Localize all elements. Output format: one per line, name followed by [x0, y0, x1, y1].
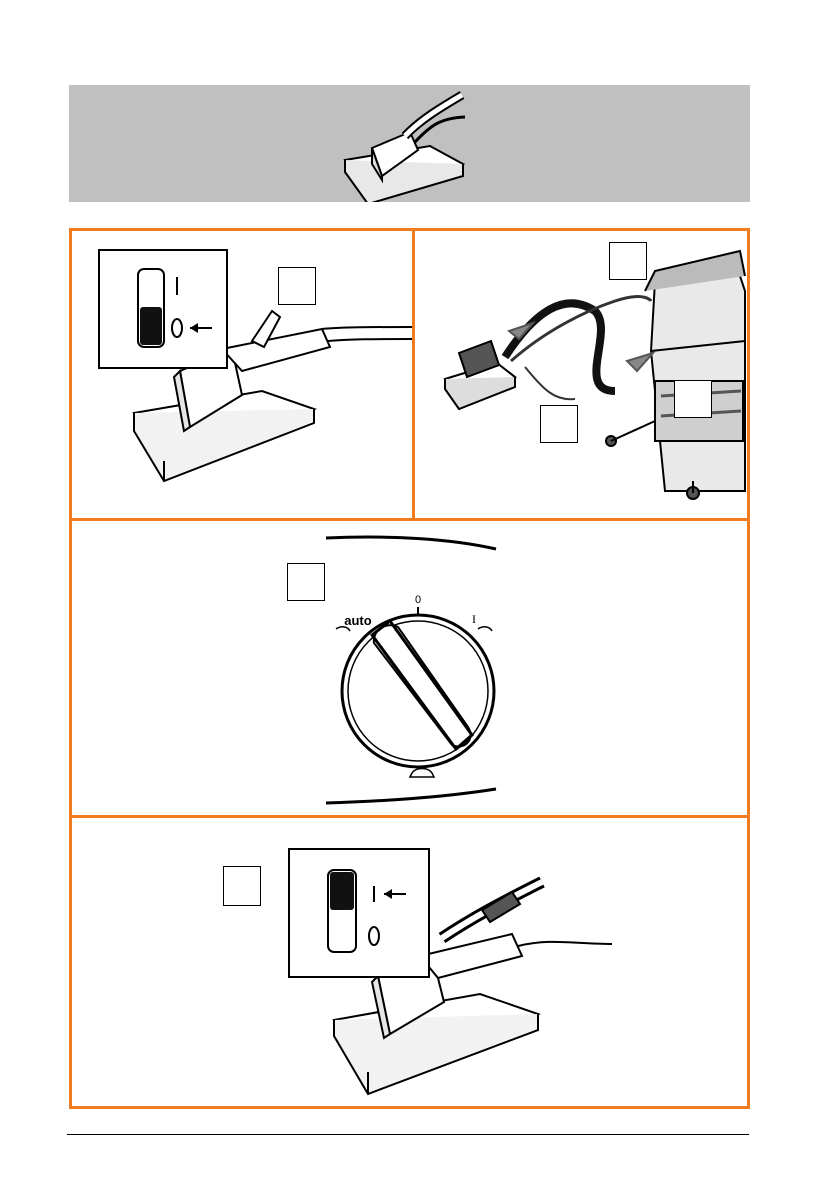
selector-dial-illustration	[72, 521, 750, 820]
step-number-box-c	[540, 405, 578, 443]
dial-mark-zero: 0	[414, 594, 422, 606]
vacuum-connection-illustration	[415, 231, 750, 523]
panel-switch-on	[69, 815, 750, 1109]
footer-rule	[67, 1134, 749, 1135]
step-number-box	[278, 267, 316, 305]
dial-mark-one: I	[472, 612, 476, 626]
rocker-switch-icon	[100, 251, 230, 371]
rocker-switch-icon	[290, 850, 432, 980]
step-number-box	[287, 563, 325, 601]
panel-switch-off	[69, 228, 415, 523]
panel-vacuum-connection	[412, 228, 750, 523]
header-band	[69, 85, 750, 202]
panel-selector-dial	[69, 518, 750, 820]
switch-inset-off	[98, 249, 228, 369]
step-number-box	[223, 866, 261, 906]
switch-inset-on	[288, 848, 430, 978]
step-number-box-b	[674, 380, 712, 418]
dial-mark-auto: auto	[344, 613, 372, 628]
step-number-box-a	[609, 242, 647, 280]
sander-icon	[69, 85, 750, 202]
